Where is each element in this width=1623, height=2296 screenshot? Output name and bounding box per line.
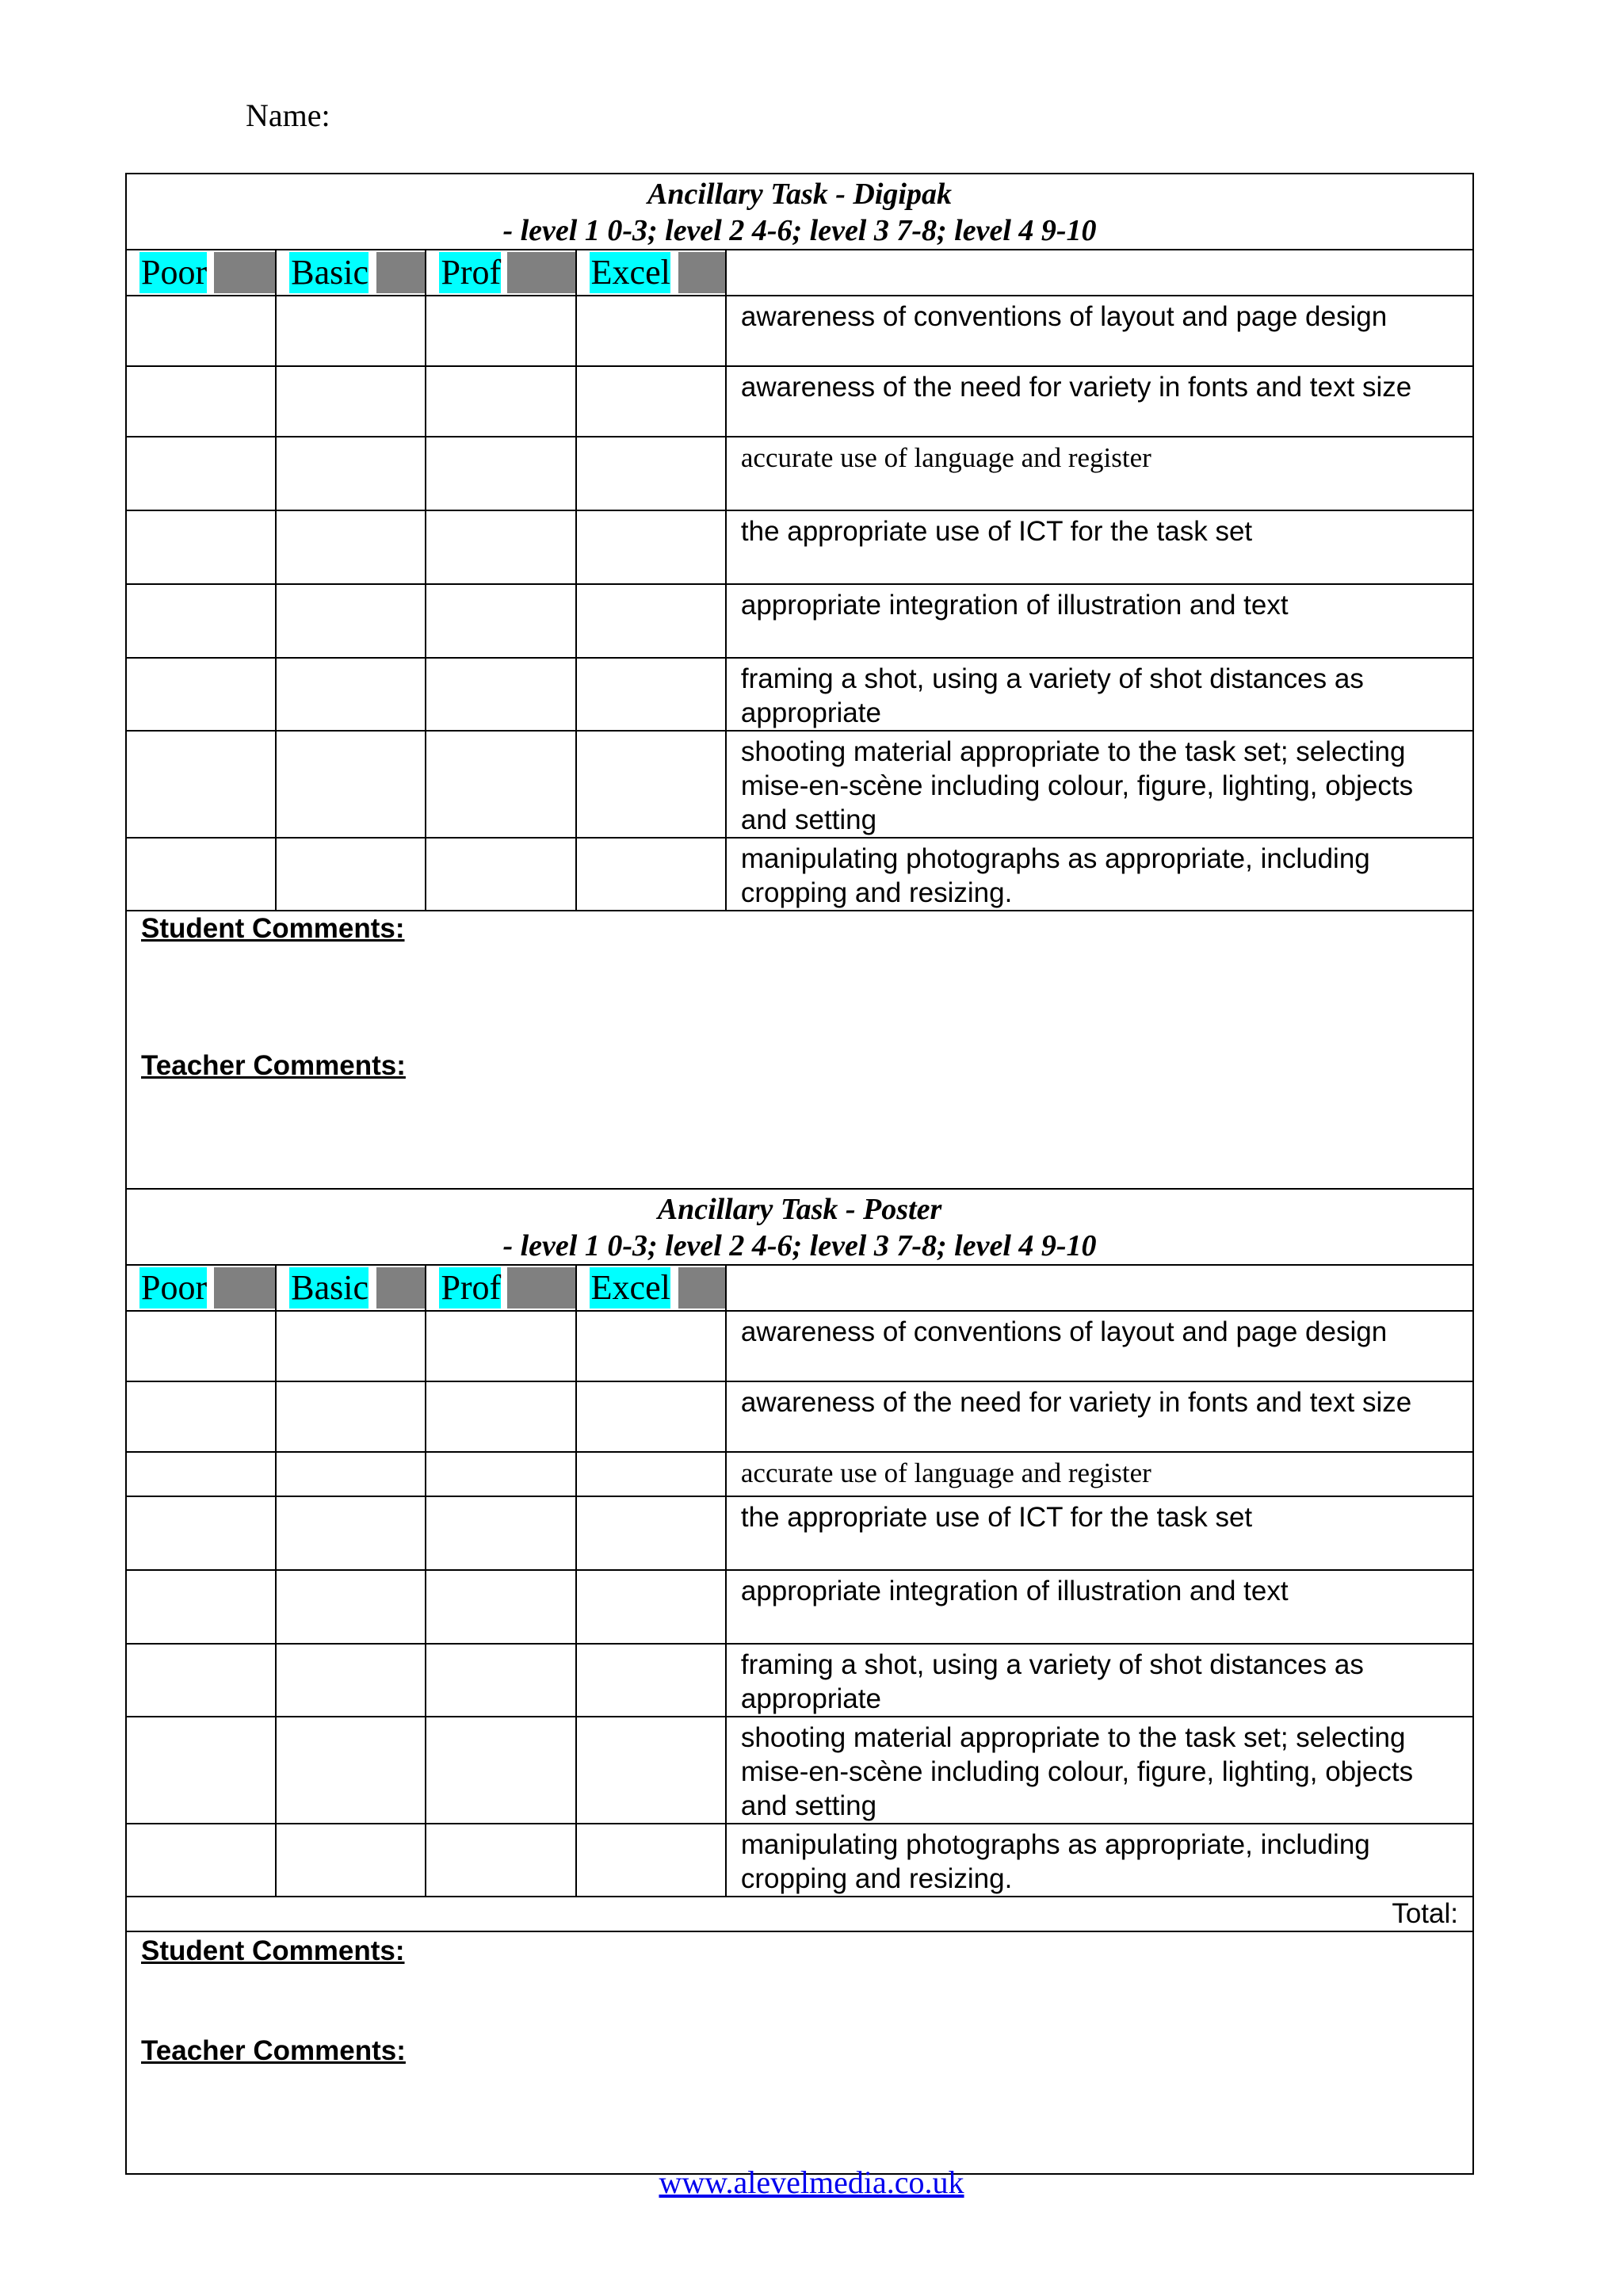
section-header-digipak bbox=[126, 174, 1473, 250]
criterion-text: awareness of the need for variety in fonts and text size bbox=[726, 366, 1473, 437]
criterion-text: framing a shot, using a variety of shot distances as appropriate bbox=[726, 1644, 1473, 1717]
rating-cell-poor[interactable] bbox=[126, 731, 276, 838]
rating-cell-basic[interactable] bbox=[276, 1452, 426, 1496]
teacher-comments-label: Teacher Comments: bbox=[141, 1050, 406, 1081]
criterion-text: shooting material appropriate to the task set; selecting mise-en-scène including colour, figure, lighting, objects and setting bbox=[726, 731, 1473, 838]
rating-header-row bbox=[126, 1265, 1473, 1311]
rating-header-poor bbox=[126, 250, 276, 296]
rating-cell-excel[interactable] bbox=[576, 1824, 726, 1897]
rating-label-prof: Prof bbox=[441, 253, 502, 292]
rating-cell-poor[interactable] bbox=[126, 1311, 276, 1381]
rating-cell-basic[interactable] bbox=[276, 1644, 426, 1717]
comments-row bbox=[126, 911, 1473, 1189]
criterion-row bbox=[126, 437, 1473, 510]
section-title: Ancillary Task - Digipak bbox=[647, 178, 952, 211]
rating-header-excel bbox=[576, 1265, 726, 1311]
header-shade bbox=[678, 1267, 725, 1308]
section-levels: - level 1 0-3; level 2 4-6; level 3 7-8; level 4 9-10 bbox=[502, 1229, 1097, 1263]
total-label[interactable]: Total: bbox=[126, 1897, 1473, 1931]
rating-cell-excel[interactable] bbox=[576, 510, 726, 584]
rating-cell-prof[interactable] bbox=[426, 731, 575, 838]
rating-cell-prof[interactable] bbox=[426, 437, 575, 510]
rating-cell-excel[interactable] bbox=[576, 1452, 726, 1496]
rating-cell-prof[interactable] bbox=[426, 1311, 575, 1381]
criterion-row bbox=[126, 1311, 1473, 1381]
rating-cell-excel[interactable] bbox=[576, 1381, 726, 1452]
rating-cell-excel[interactable] bbox=[576, 366, 726, 437]
criterion-text: accurate use of language and register bbox=[726, 1452, 1473, 1496]
rating-cell-basic[interactable] bbox=[276, 584, 426, 658]
header-shade bbox=[376, 252, 425, 293]
rating-cell-excel[interactable] bbox=[576, 1311, 726, 1381]
rating-cell-basic[interactable] bbox=[276, 838, 426, 911]
criterion-row bbox=[126, 1381, 1473, 1452]
criterion-row bbox=[126, 658, 1473, 731]
rating-cell-basic[interactable] bbox=[276, 1381, 426, 1452]
rating-cell-prof[interactable] bbox=[426, 1452, 575, 1496]
criterion-row bbox=[126, 584, 1473, 658]
rating-cell-basic[interactable] bbox=[276, 366, 426, 437]
criterion-text: awareness of conventions of layout and page design bbox=[726, 296, 1473, 366]
assessment-table bbox=[125, 173, 1474, 2175]
rating-cell-poor[interactable] bbox=[126, 1644, 276, 1717]
criterion-text: the appropriate use of ICT for the task set bbox=[726, 1496, 1473, 1570]
rating-header-prof bbox=[426, 250, 575, 296]
rating-cell-basic[interactable] bbox=[276, 731, 426, 838]
rating-cell-basic[interactable] bbox=[276, 1496, 426, 1570]
name-label: Name: bbox=[246, 97, 330, 133]
rating-cell-prof[interactable] bbox=[426, 296, 575, 366]
rating-cell-basic[interactable] bbox=[276, 437, 426, 510]
criterion-row bbox=[126, 838, 1473, 911]
rating-cell-excel[interactable] bbox=[576, 437, 726, 510]
section-levels: - level 1 0-3; level 2 4-6; level 3 7-8; level 4 9-10 bbox=[502, 214, 1097, 247]
rating-header-excel bbox=[576, 250, 726, 296]
rating-cell-basic[interactable] bbox=[276, 1824, 426, 1897]
rating-cell-poor[interactable] bbox=[126, 437, 276, 510]
teacher-comments-label: Teacher Comments: bbox=[141, 2035, 406, 2066]
section-title-cell bbox=[126, 1189, 1473, 1265]
student-comments-label: Student Comments: bbox=[141, 1935, 405, 1966]
rating-cell-excel[interactable] bbox=[576, 731, 726, 838]
header-shade bbox=[507, 1267, 575, 1308]
criterion-text: awareness of the need for variety in fonts and text size bbox=[726, 1381, 1473, 1452]
section-title: Ancillary Task - Poster bbox=[657, 1193, 942, 1226]
rating-cell-prof[interactable] bbox=[426, 1496, 575, 1570]
criterion-text: accurate use of language and register bbox=[726, 437, 1473, 510]
rating-cell-prof[interactable] bbox=[426, 1717, 575, 1824]
rating-cell-basic[interactable] bbox=[276, 1311, 426, 1381]
criterion-row bbox=[126, 1570, 1473, 1644]
rating-cell-excel[interactable] bbox=[576, 838, 726, 911]
section-title-cell bbox=[126, 174, 1473, 250]
rating-cell-prof[interactable] bbox=[426, 510, 575, 584]
rating-label-excel: Excel bbox=[590, 1268, 670, 1307]
rating-cell-prof[interactable] bbox=[426, 1570, 575, 1644]
rating-cell-poor[interactable] bbox=[126, 838, 276, 911]
rating-cell-prof[interactable] bbox=[426, 658, 575, 731]
criterion-text: awareness of conventions of layout and page design bbox=[726, 1311, 1473, 1381]
criterion-text: manipulating photographs as appropriate, including cropping and resizing. bbox=[726, 838, 1473, 911]
rating-cell-basic[interactable] bbox=[276, 296, 426, 366]
footer bbox=[0, 2164, 1623, 2201]
header-shade bbox=[214, 1267, 275, 1308]
rating-cell-prof[interactable] bbox=[426, 1644, 575, 1717]
rating-cell-excel[interactable] bbox=[576, 584, 726, 658]
rating-cell-excel[interactable] bbox=[576, 1644, 726, 1717]
comments-cell[interactable] bbox=[126, 911, 1473, 1189]
criterion-text: shooting material appropriate to the task set; selecting mise-en-scène including colour, figure, lighting, objects and setting bbox=[726, 1717, 1473, 1824]
rating-cell-poor[interactable] bbox=[126, 1452, 276, 1496]
rating-label-prof: Prof bbox=[441, 1268, 502, 1307]
rating-cell-basic[interactable] bbox=[276, 1570, 426, 1644]
criteria-header-cell bbox=[726, 1265, 1473, 1311]
header-shade bbox=[214, 252, 275, 293]
rating-cell-poor[interactable] bbox=[126, 658, 276, 731]
rating-cell-poor[interactable] bbox=[126, 296, 276, 366]
criterion-row bbox=[126, 1644, 1473, 1717]
rating-header-poor bbox=[126, 1265, 276, 1311]
criterion-row bbox=[126, 1452, 1473, 1496]
rating-cell-poor[interactable] bbox=[126, 584, 276, 658]
rating-cell-poor[interactable] bbox=[126, 1824, 276, 1897]
rating-header-basic bbox=[276, 1265, 426, 1311]
rating-label-basic: Basic bbox=[291, 1268, 369, 1307]
rating-cell-basic[interactable] bbox=[276, 1717, 426, 1824]
criterion-text: appropriate integration of illustration and text bbox=[726, 584, 1473, 658]
rating-header-basic bbox=[276, 250, 426, 296]
total-row bbox=[126, 1897, 1473, 1931]
rating-cell-prof[interactable] bbox=[426, 1824, 575, 1897]
comments-row bbox=[126, 1931, 1473, 2174]
criterion-row bbox=[126, 1496, 1473, 1570]
rating-header-prof bbox=[426, 1265, 575, 1311]
criteria-header-cell bbox=[726, 250, 1473, 296]
rating-cell-poor[interactable] bbox=[126, 1717, 276, 1824]
rating-header-row bbox=[126, 250, 1473, 296]
rating-cell-excel[interactable] bbox=[576, 658, 726, 731]
rating-label-excel: Excel bbox=[590, 253, 670, 292]
criterion-text: appropriate integration of illustration and text bbox=[726, 1570, 1473, 1644]
rating-cell-poor[interactable] bbox=[126, 1381, 276, 1452]
criterion-row bbox=[126, 1824, 1473, 1897]
rating-cell-poor[interactable] bbox=[126, 1496, 276, 1570]
criterion-text: the appropriate use of ICT for the task set bbox=[726, 510, 1473, 584]
website-link[interactable]: www.alevelmedia.co.uk bbox=[659, 2164, 964, 2200]
rating-cell-excel[interactable] bbox=[576, 1717, 726, 1824]
criterion-text: framing a shot, using a variety of shot distances as appropriate bbox=[726, 658, 1473, 731]
rating-cell-prof[interactable] bbox=[426, 838, 575, 911]
rating-label-poor: Poor bbox=[141, 253, 208, 292]
rating-cell-basic[interactable] bbox=[276, 510, 426, 584]
student-comments-label: Student Comments: bbox=[141, 913, 405, 944]
criterion-text: manipulating photographs as appropriate, including cropping and resizing. bbox=[726, 1824, 1473, 1897]
header-shade bbox=[376, 1267, 425, 1308]
rating-label-poor: Poor bbox=[141, 1268, 208, 1307]
rating-cell-poor[interactable] bbox=[126, 1570, 276, 1644]
header-shade bbox=[678, 252, 725, 293]
comments-cell[interactable] bbox=[126, 1931, 1473, 2174]
criterion-row bbox=[126, 296, 1473, 366]
header-shade bbox=[507, 252, 575, 293]
rating-cell-poor[interactable] bbox=[126, 510, 276, 584]
criterion-row bbox=[126, 366, 1473, 437]
rating-cell-poor[interactable] bbox=[126, 366, 276, 437]
rating-label-basic: Basic bbox=[291, 253, 369, 292]
criterion-row bbox=[126, 510, 1473, 584]
criterion-row bbox=[126, 731, 1473, 838]
rating-cell-basic[interactable] bbox=[276, 658, 426, 731]
rating-cell-prof[interactable] bbox=[426, 584, 575, 658]
rating-cell-prof[interactable] bbox=[426, 1381, 575, 1452]
rating-cell-excel[interactable] bbox=[576, 1570, 726, 1644]
criterion-row bbox=[126, 1717, 1473, 1824]
rating-cell-prof[interactable] bbox=[426, 366, 575, 437]
section-header-poster bbox=[126, 1189, 1473, 1265]
rating-cell-excel[interactable] bbox=[576, 1496, 726, 1570]
rating-cell-excel[interactable] bbox=[576, 296, 726, 366]
